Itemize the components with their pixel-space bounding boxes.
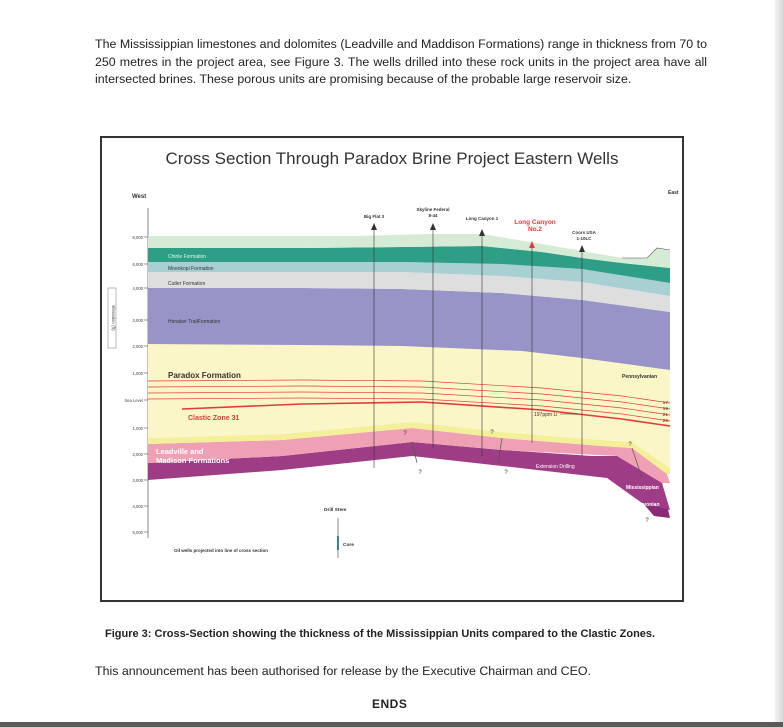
well-label-coors-number: 1-10LC <box>576 236 592 241</box>
zone-number: 29 <box>662 419 668 424</box>
well-label-big-flat: Big Flat 3 <box>363 214 385 219</box>
y-axis-label: Elevation (ft) <box>111 305 116 331</box>
intro-paragraph: The Mississippian limestones and dolomites (Leadville and Maddison Formations) range in thickness from 70 to 250 metres in the project area, see Figure 3. The wells drilled into these rock units in the project area have all intersected brines. These porous units are promising because of the probable large reservoir size. <box>95 37 707 87</box>
core-label: Core <box>343 543 354 548</box>
ppm-annotation: 197ppm Li <box>534 412 558 418</box>
ends-marker: ENDS <box>372 697 408 711</box>
y-tick-label: 4,000 <box>132 504 143 509</box>
figure-caption: Figure 3: Cross-Section showing the thickness of the Mississippian Units compared to the Clastic Zones. <box>105 628 656 640</box>
y-tick-group <box>124 235 148 535</box>
well-label-coors: Coors USA <box>572 230 596 235</box>
paradox-label: Paradox Formation <box>168 371 241 380</box>
well-label-skyline: Skyline Federal <box>416 207 450 212</box>
leadville-label: Leadville and <box>156 447 204 456</box>
well-label-long-canyon-2: Long Canyon <box>514 219 556 226</box>
devonian-label: Devonian <box>637 502 660 508</box>
well-label-long-canyon-1: Long Canyon 1 <box>465 216 499 221</box>
east-label: East <box>668 190 679 196</box>
page-edge-shadow <box>775 0 783 727</box>
y-tick-label: 6,000 <box>132 262 143 267</box>
question-mark: ? <box>645 518 649 524</box>
zone-number: 17 <box>662 401 668 406</box>
y-tick-label: 5,000 <box>132 530 143 535</box>
question-mark: ? <box>418 470 422 476</box>
chinle-label: Chinle Formation <box>168 254 207 260</box>
honaker-label: Honaker TrailFormation <box>168 319 221 325</box>
closing-paragraph: This announcement has been authorised for release by the Executive Chairman and CEO. <box>95 664 591 678</box>
y-tick-label: 3,000 <box>132 318 143 323</box>
question-mark: ? <box>403 431 407 437</box>
y-tick-label: 2,000 <box>132 452 143 457</box>
y-tick-label: 1,000 <box>132 426 143 431</box>
oil-wells-note: Oil wells projected into line of cross section <box>174 548 269 553</box>
moenkopi-label: Moenkopi Formation <box>168 266 214 272</box>
zone-number: 19 <box>662 407 668 412</box>
y-tick-label: 1,000 <box>132 371 143 376</box>
pennsylvanian-label: Pennsylvanian <box>622 374 658 380</box>
y-tick-label: 2,000 <box>132 344 143 349</box>
cross-section-figure <box>100 136 684 602</box>
well-label-long-canyon-2-number: No.2 <box>527 226 543 233</box>
y-tick-label: Sea Level <box>124 398 143 403</box>
question-mark: ? <box>490 430 494 436</box>
zone-number: 21 <box>662 413 668 418</box>
page-bottom-bar <box>0 722 783 727</box>
clastic-zone-label: Clastic Zone 31 <box>188 415 240 422</box>
figure-title: Cross Section Through Paradox Brine Project Eastern Wells <box>165 149 619 168</box>
drill-stem-legend <box>324 507 354 558</box>
extension-drilling-label: Extension Drilling <box>536 464 575 470</box>
drill-stem-label: Drill Stem <box>324 508 347 513</box>
question-mark: ? <box>504 470 508 476</box>
y-tick-label: 3,000 <box>132 478 143 483</box>
mississippian-label: Mississippian <box>626 485 659 491</box>
y-tick-label: 4,000 <box>132 286 143 291</box>
madison-label: Madison Formations <box>156 456 230 465</box>
y-tick-label: 8,000 <box>132 235 143 240</box>
cutler-label: Cutler Formation <box>168 281 206 287</box>
west-label: West <box>132 194 147 200</box>
cross-section-svg <box>102 138 682 600</box>
well-label-skyline-number: 8-44 <box>428 213 438 218</box>
question-mark: ? <box>628 442 632 448</box>
